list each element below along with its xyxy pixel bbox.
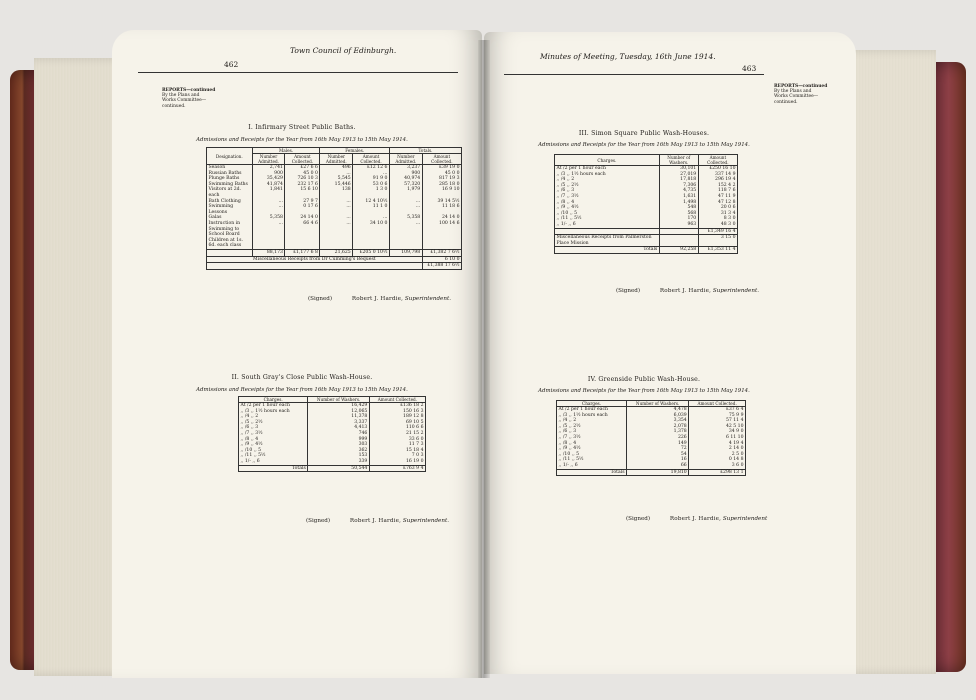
- table-cell: ,, /4 ,, 2: [557, 418, 627, 424]
- table-cell: ...: [320, 215, 353, 221]
- table-cell: ,, /6 ,, 3: [555, 188, 660, 194]
- table-cell: 170: [659, 216, 698, 222]
- table-cell: 40,974: [389, 176, 422, 182]
- table-cell: 149: [627, 441, 689, 447]
- running-head: Town Council of Edinburgh.: [290, 46, 397, 55]
- signature-line: (Signed) Robert J. Hardie, Superintendent: [626, 516, 768, 522]
- table-cell: 45 0 0: [422, 171, 461, 177]
- table-cell: Galas: [207, 215, 253, 221]
- table-cell: 5,545: [320, 176, 353, 182]
- table-cell: 20 0 6: [698, 205, 737, 211]
- table-cell: 3,237: [389, 165, 422, 171]
- table-row: [207, 221, 462, 249]
- table-cell: 4,478: [627, 407, 689, 413]
- section-title-infirmary: I. Infirmary Street Public Baths.: [248, 124, 356, 131]
- table-cell: 16 19 0: [369, 459, 425, 465]
- table-cell: 548: [659, 205, 698, 211]
- table-cell: 75 9 9: [689, 413, 746, 419]
- table-cell: ...: [252, 204, 285, 215]
- table-cell: Bath Clothing: [207, 199, 253, 205]
- table-cell: 35,429: [252, 176, 285, 182]
- table-cell: 817 19 3: [422, 176, 461, 182]
- table-cell: 496: [320, 165, 353, 171]
- table-cell: 42 5 10: [689, 424, 746, 430]
- table-cell: £39 19 0: [422, 165, 461, 171]
- table-cell: 15 18 4: [369, 448, 425, 454]
- table-cell: At /2 per 1 hour each: [557, 407, 627, 413]
- table-cell: 339: [308, 459, 370, 465]
- table-cell: ,, /3 ,, 1½ hours each: [239, 409, 308, 415]
- table-cell: ...: [389, 204, 422, 215]
- table-cell: ...: [252, 221, 285, 249]
- table-cell: 53 0 6: [353, 182, 390, 188]
- table-cell: 21 15 2: [369, 431, 425, 437]
- table-cell: ...: [389, 199, 422, 205]
- table-cell: ,, /5 ,, 2½: [239, 420, 308, 426]
- book-gutter: [478, 40, 490, 678]
- page-number: 462: [224, 60, 239, 69]
- table-cell: £12 12 6: [353, 165, 390, 171]
- table-cell: 66 4 6: [285, 221, 320, 249]
- table-cell: 12,065: [308, 409, 370, 415]
- table-cell: ,, /4 ,, 2: [239, 414, 308, 420]
- table-cell: 34 9 0: [689, 429, 746, 435]
- table-cell: 57,320: [389, 182, 422, 188]
- table-cell: 17,818: [659, 177, 698, 183]
- table-cell: 31 3 4: [698, 211, 737, 217]
- table-cell: 6,039: [627, 413, 689, 419]
- table-cell: ,, /6 ,, 3: [239, 425, 308, 431]
- table-cell: ,, /8 ,, 4: [239, 437, 308, 443]
- table-cell: ,, /10 ,, 5: [555, 211, 660, 217]
- table-cell: 91 9 0: [353, 176, 390, 182]
- running-head: Minutes of Meeting, Tuesday, 16th June 1914.: [540, 52, 716, 61]
- table-cell: 16 9 10: [422, 187, 461, 198]
- table-cell: 2,741: [252, 165, 285, 171]
- table-cell: ,, /9 ,, 4½: [557, 446, 627, 452]
- table-cell: ,, /10 ,, 5: [239, 448, 308, 454]
- table-cell: 900: [389, 171, 422, 177]
- table-cell: 54: [627, 452, 689, 458]
- section-title-greenside: IV. Greenside Public Wash-House.: [587, 376, 701, 383]
- section-title-simon-square: III. Simon Square Public Wash-Houses.: [578, 130, 710, 137]
- table-cell: ,, /7 ,, 3½: [555, 194, 660, 200]
- table-cell: ,, /11 ,, 5½: [555, 216, 660, 222]
- table-cell: 5,358: [252, 215, 285, 221]
- table-cell: 152 4 2: [698, 183, 737, 189]
- table-cell: 24 14 0: [285, 215, 320, 221]
- table-cell: 1,979: [389, 187, 422, 198]
- table-cell: 12 4 10½: [353, 199, 390, 205]
- table-cell: ,, /11 ,, 5½: [239, 453, 308, 459]
- table-cell: 1,378: [627, 429, 689, 435]
- table-cell: 16,429: [308, 403, 370, 409]
- table-cell: 2,078: [627, 424, 689, 430]
- table-cell: Visitors at 2d. each: [207, 187, 253, 198]
- table-cell: 48 3 0: [698, 222, 737, 228]
- table-cell: ...: [353, 215, 390, 221]
- table-cell: 0 17 6: [285, 204, 320, 215]
- table-cell: 1,841: [252, 187, 285, 198]
- table-cell: ...: [389, 221, 422, 249]
- table-cell: 2 14 0: [689, 446, 746, 452]
- table-cell: 232 17 6: [285, 182, 320, 188]
- head-rule: [504, 74, 764, 75]
- page-number: 463: [742, 64, 757, 73]
- right-page: [484, 32, 856, 674]
- table-cell: 5,358: [389, 215, 422, 221]
- table-cell: 999: [308, 437, 370, 443]
- table-cell: ,, /5 ,, 2½: [555, 183, 660, 189]
- table-cell: 47 11 9: [698, 194, 737, 200]
- table-cell: 226: [627, 435, 689, 441]
- table-cell: ,, 1/- ,, 6: [557, 463, 627, 469]
- table-cell: ,, /6 ,, 3: [557, 429, 627, 435]
- table-cell: 30,101: [659, 166, 698, 172]
- table-cell: Season: [207, 165, 253, 171]
- table-cell: 100 14 6: [422, 221, 461, 249]
- table-cell: 39 14 5½: [422, 199, 461, 205]
- table-cell: 72: [627, 446, 689, 452]
- table-cell: 3,337: [308, 420, 370, 426]
- table-cell: ,, 1/- ,, 6: [239, 459, 308, 465]
- table-cell: £250 16 10: [698, 166, 737, 172]
- table-cell: ,, /3 ,, 1½ hours each: [555, 172, 660, 178]
- table-cell: 746: [308, 431, 370, 437]
- section-subtitle: Admissions and Receipts for the Year from 16th May 1913 to 15th May 1914.: [538, 142, 750, 148]
- table-cell: £37 6 4: [689, 407, 746, 413]
- table-cell: ...: [353, 171, 390, 177]
- table-cell: ,, /3 ,, 1½ hours each: [557, 413, 627, 419]
- table-cell: 110 6 6: [369, 425, 425, 431]
- table-cell: ,, /5 ,, 2½: [557, 424, 627, 430]
- table-cell: 4,413: [308, 425, 370, 431]
- table-cell: Instruction in Swimming to School Board Children at 1s. 6d. each class: [207, 221, 253, 249]
- table-cell: 27 9 7: [285, 199, 320, 205]
- table-cell: 3,354: [627, 418, 689, 424]
- signature-line: (Signed) Robert J. Hardie, Superintendent.: [306, 518, 449, 524]
- signature-line: (Signed) Robert J. Hardie, Superintendent.: [616, 288, 759, 294]
- table-cell: ...: [320, 199, 353, 205]
- table-cell: ,, /8 ,, 4: [555, 200, 660, 206]
- table-cell: 1,498: [659, 200, 698, 206]
- table-cell: 4,735: [659, 188, 698, 194]
- table-cell: ...: [252, 199, 285, 205]
- table-row: [207, 187, 462, 198]
- table-cell: 118 7 6: [698, 188, 737, 194]
- table-cell: 11,378: [308, 414, 370, 420]
- table-cell: 138: [320, 187, 353, 198]
- table-cell: 8 3 0: [698, 216, 737, 222]
- table-cell: ,, /9 ,, 4½: [239, 442, 308, 448]
- table-cell: 41,874: [252, 182, 285, 188]
- section-title-south-grays: II. South Gray's Close Public Wash-House.: [231, 374, 373, 381]
- table-cell: Plunge Baths: [207, 176, 253, 182]
- table-cell: 189 12 8: [369, 414, 425, 420]
- table-cell: 7 0 3: [369, 453, 425, 459]
- table-cell: £136 18 2: [369, 403, 425, 409]
- table-cell: ,, /8 ,, 4: [557, 441, 627, 447]
- table-cell: 337 14 9: [698, 172, 737, 178]
- section-subtitle: Admissions and Receipts for the Year from 16th May 1913 to 15th May 1914.: [196, 137, 408, 143]
- table-cell: ,, /7 ,, 3½: [557, 435, 627, 441]
- table-cell: 7,306: [659, 183, 698, 189]
- table-cell: 900: [252, 171, 285, 177]
- table-cell: 1,631: [659, 194, 698, 200]
- table-cell: 15 6 10: [285, 187, 320, 198]
- table-cell: 6 11 10: [689, 435, 746, 441]
- table-cell: 2 5 0: [689, 452, 746, 458]
- table-cell: 16: [627, 457, 689, 463]
- table-cell: At /2 per 1 hour each: [239, 403, 308, 409]
- table-cell: 0 14 8: [689, 457, 746, 463]
- greenside-table: Charges. Number of Washers. Amount Collected. At /2 per 1 hour each 4,478 £37 6 4 ,, /3 ,, 1½ hours each 6,039 75 9 9 ,, /4 ,, 2 3,354 57 11 4 ,, /5 ,, 2½ 2,078 42 5 10 ,, /6 ,, 3 1,378 34 9 0 ,, /7 ,, 3½ 226 6 11 10 ,, /8 ,, 4 149 4 19 4 ,, /9 ,, 4½ 72 2 14 0 ,, /10 ,, 5 54 2 5 0 ,, /11 ,, 5½ 16 0 14 8 ,, 1/- ,, 6 66 3 6 0 Totals 19,810 £298 13 1: [558, 401, 744, 475]
- table-cell: ...: [320, 204, 353, 215]
- table-cell: 47 12 8: [698, 200, 737, 206]
- table-cell: Swimming Lessons: [207, 204, 253, 215]
- table-cell: 150 16 3: [369, 409, 425, 415]
- table-cell: 963: [659, 222, 698, 228]
- margin-note: REPORTS—continued By the Plans and Works Committee— continued.: [774, 84, 828, 105]
- signature-line: (Signed) Robert J. Hardie, Superintendent.: [308, 296, 451, 302]
- table-cell: 45 0 0: [285, 171, 320, 177]
- table-cell: 362: [308, 448, 370, 454]
- table-cell: ...: [320, 171, 353, 177]
- table-cell: 296 19 4: [698, 177, 737, 183]
- table-cell: 3 6 0: [689, 463, 746, 469]
- table-row: [207, 204, 462, 215]
- table-cell: 24 14 0: [422, 215, 461, 221]
- table-cell: 11 1 0: [353, 204, 390, 215]
- table-cell: 57 11 4: [689, 418, 746, 424]
- table-cell: 34 10 0: [353, 221, 390, 249]
- table-cell: £27 6 6: [285, 165, 320, 171]
- table-cell: Swimming Baths: [207, 182, 253, 188]
- left-page: [112, 30, 482, 678]
- table-cell: 303: [308, 442, 370, 448]
- table-cell: 15,446: [320, 182, 353, 188]
- table-cell: 568: [659, 211, 698, 217]
- table-cell: 69 10 5: [369, 420, 425, 426]
- table-cell: Russian Baths: [207, 171, 253, 177]
- section-subtitle: Admissions and Receipts for the Year from 16th May 1913 to 15th May 1914.: [538, 388, 750, 394]
- table-cell: 153: [308, 453, 370, 459]
- table-cell: 66: [627, 463, 689, 469]
- head-rule: [138, 72, 458, 73]
- table-cell: At /2 per 1 hour each: [555, 166, 660, 172]
- table-cell: ,, 1/- ,, 6: [555, 222, 660, 228]
- table-cell: 285 18 0: [422, 182, 461, 188]
- simon-square-table: Charges. Number of Washers. Amount Collected. At /2 per 1 hour each 30,101 £250 16 10 ,, /3 ,, 1½ hours each 27,019 337 14 9 ,, /4 ,, 2 17,818 296 19 4 ,, /5 ,, 2½ 7,306 152 4 2 ,, /6 ,, 3 4,735 118 7 6 ,, /7 ,, 3½ 1,631 47 11 9 ,, /8 ,, 4 1,498 47 12 8 ,, /9 ,, 4½ 548 20 0 6 ,, /10 ,, 5 568 31 3 4 ,, /11 ,, 5½ 170 8 3 0 ,, 1/- ,, 6 963 48 3 0 £1,349 16 4 Miscellaneous Receipts from Palmerston Place Mission 3 15 0 Totals 92,258 £1,353 11 4: [556, 155, 736, 253]
- table-cell: 1 3 0: [353, 187, 390, 198]
- table-cell: 11 7 3: [369, 442, 425, 448]
- infirmary-table: Designation. Males. Females. Totals. Number Admitted. Amount Collected. Number Admitted. Amount Collected. Number Admitted. Amount Collected. Season 2,741 £27 6 6 496 £12 12 6 3,237 £39 19 0 Russian Baths 900 45 0 0 ... ... 900 45 0 0 Plunge Baths 35,429 726 10 3 5,545 91 9 0 40,974 817 19 3 Swimming Baths 41,874 232 17 6 15,446 53 0 6 57,320 285 18 0 Visitors at 2d. each 1,841 15 6 10 138 1 3 0 1,979 16 9 10 Bath Clothing ... 27 9 7 ... 12 4 10½ ... 39 14 5½ Swimming Lessons ... 0 17 6 ... 11 1 0 ... 11 18 6 Galas 5,358 24 14 0 ... ... 5,358 24 14 0 Instruction in Swimming to School Board Children at 1s. 6d. each class ... 66 4 6 ... 34 10 0 ... 100 14 6 88,173 £1,177 6 8 21,625 £205 0 10½ 109,798 £1,382 7 6½ Miscellaneous Receipts from Dr Cumming's Bequest 6 10 0 £1,388 17 6½: [208, 148, 460, 269]
- table-cell: 11 18 6: [422, 204, 461, 215]
- table-cell: ,, /11 ,, 5½: [557, 457, 627, 463]
- table-cell: 726 10 3: [285, 176, 320, 182]
- table-cell: 27,019: [659, 172, 698, 178]
- table-cell: 33 6 0: [369, 437, 425, 443]
- margin-note: REPORTS—continued By the Plans and Works Committee— continued.: [162, 88, 216, 109]
- table-cell: ...: [320, 221, 353, 249]
- section-subtitle: Admissions and Receipts for the Year from 16th May 1913 to 15th May 1914.: [196, 387, 408, 393]
- table-cell: ,, /9 ,, 4½: [555, 205, 660, 211]
- table-cell: ,, /4 ,, 2: [555, 177, 660, 183]
- south-grays-table: Charges. Number of Washers. Amount Collected. At /2 per 1 hour each 16,429 £136 18 2 ,, /3 ,, 1½ hours each 12,065 150 16 3 ,, /4 ,, 2 11,378 189 12 8 ,, /5 ,, 2½ 3,337 69 10 5 ,, /6 ,, 3 4,413 110 6 6 ,, /7 ,, 3½ 746 21 15 2 ,, /8 ,, 4 999 33 6 0 ,, /9 ,, 4½ 303 11 7 3 ,, /10 ,, 5 362 15 18 4 ,, /11 ,, 5½ 153 7 0 3 ,, 1/- ,, 6 339 16 19 0 Totals 50,544 £763 9 4: [240, 397, 424, 471]
- table-cell: 4 19 4: [689, 441, 746, 447]
- table-cell: ,, /10 ,, 5: [557, 452, 627, 458]
- table-cell: ,, /7 ,, 3½: [239, 431, 308, 437]
